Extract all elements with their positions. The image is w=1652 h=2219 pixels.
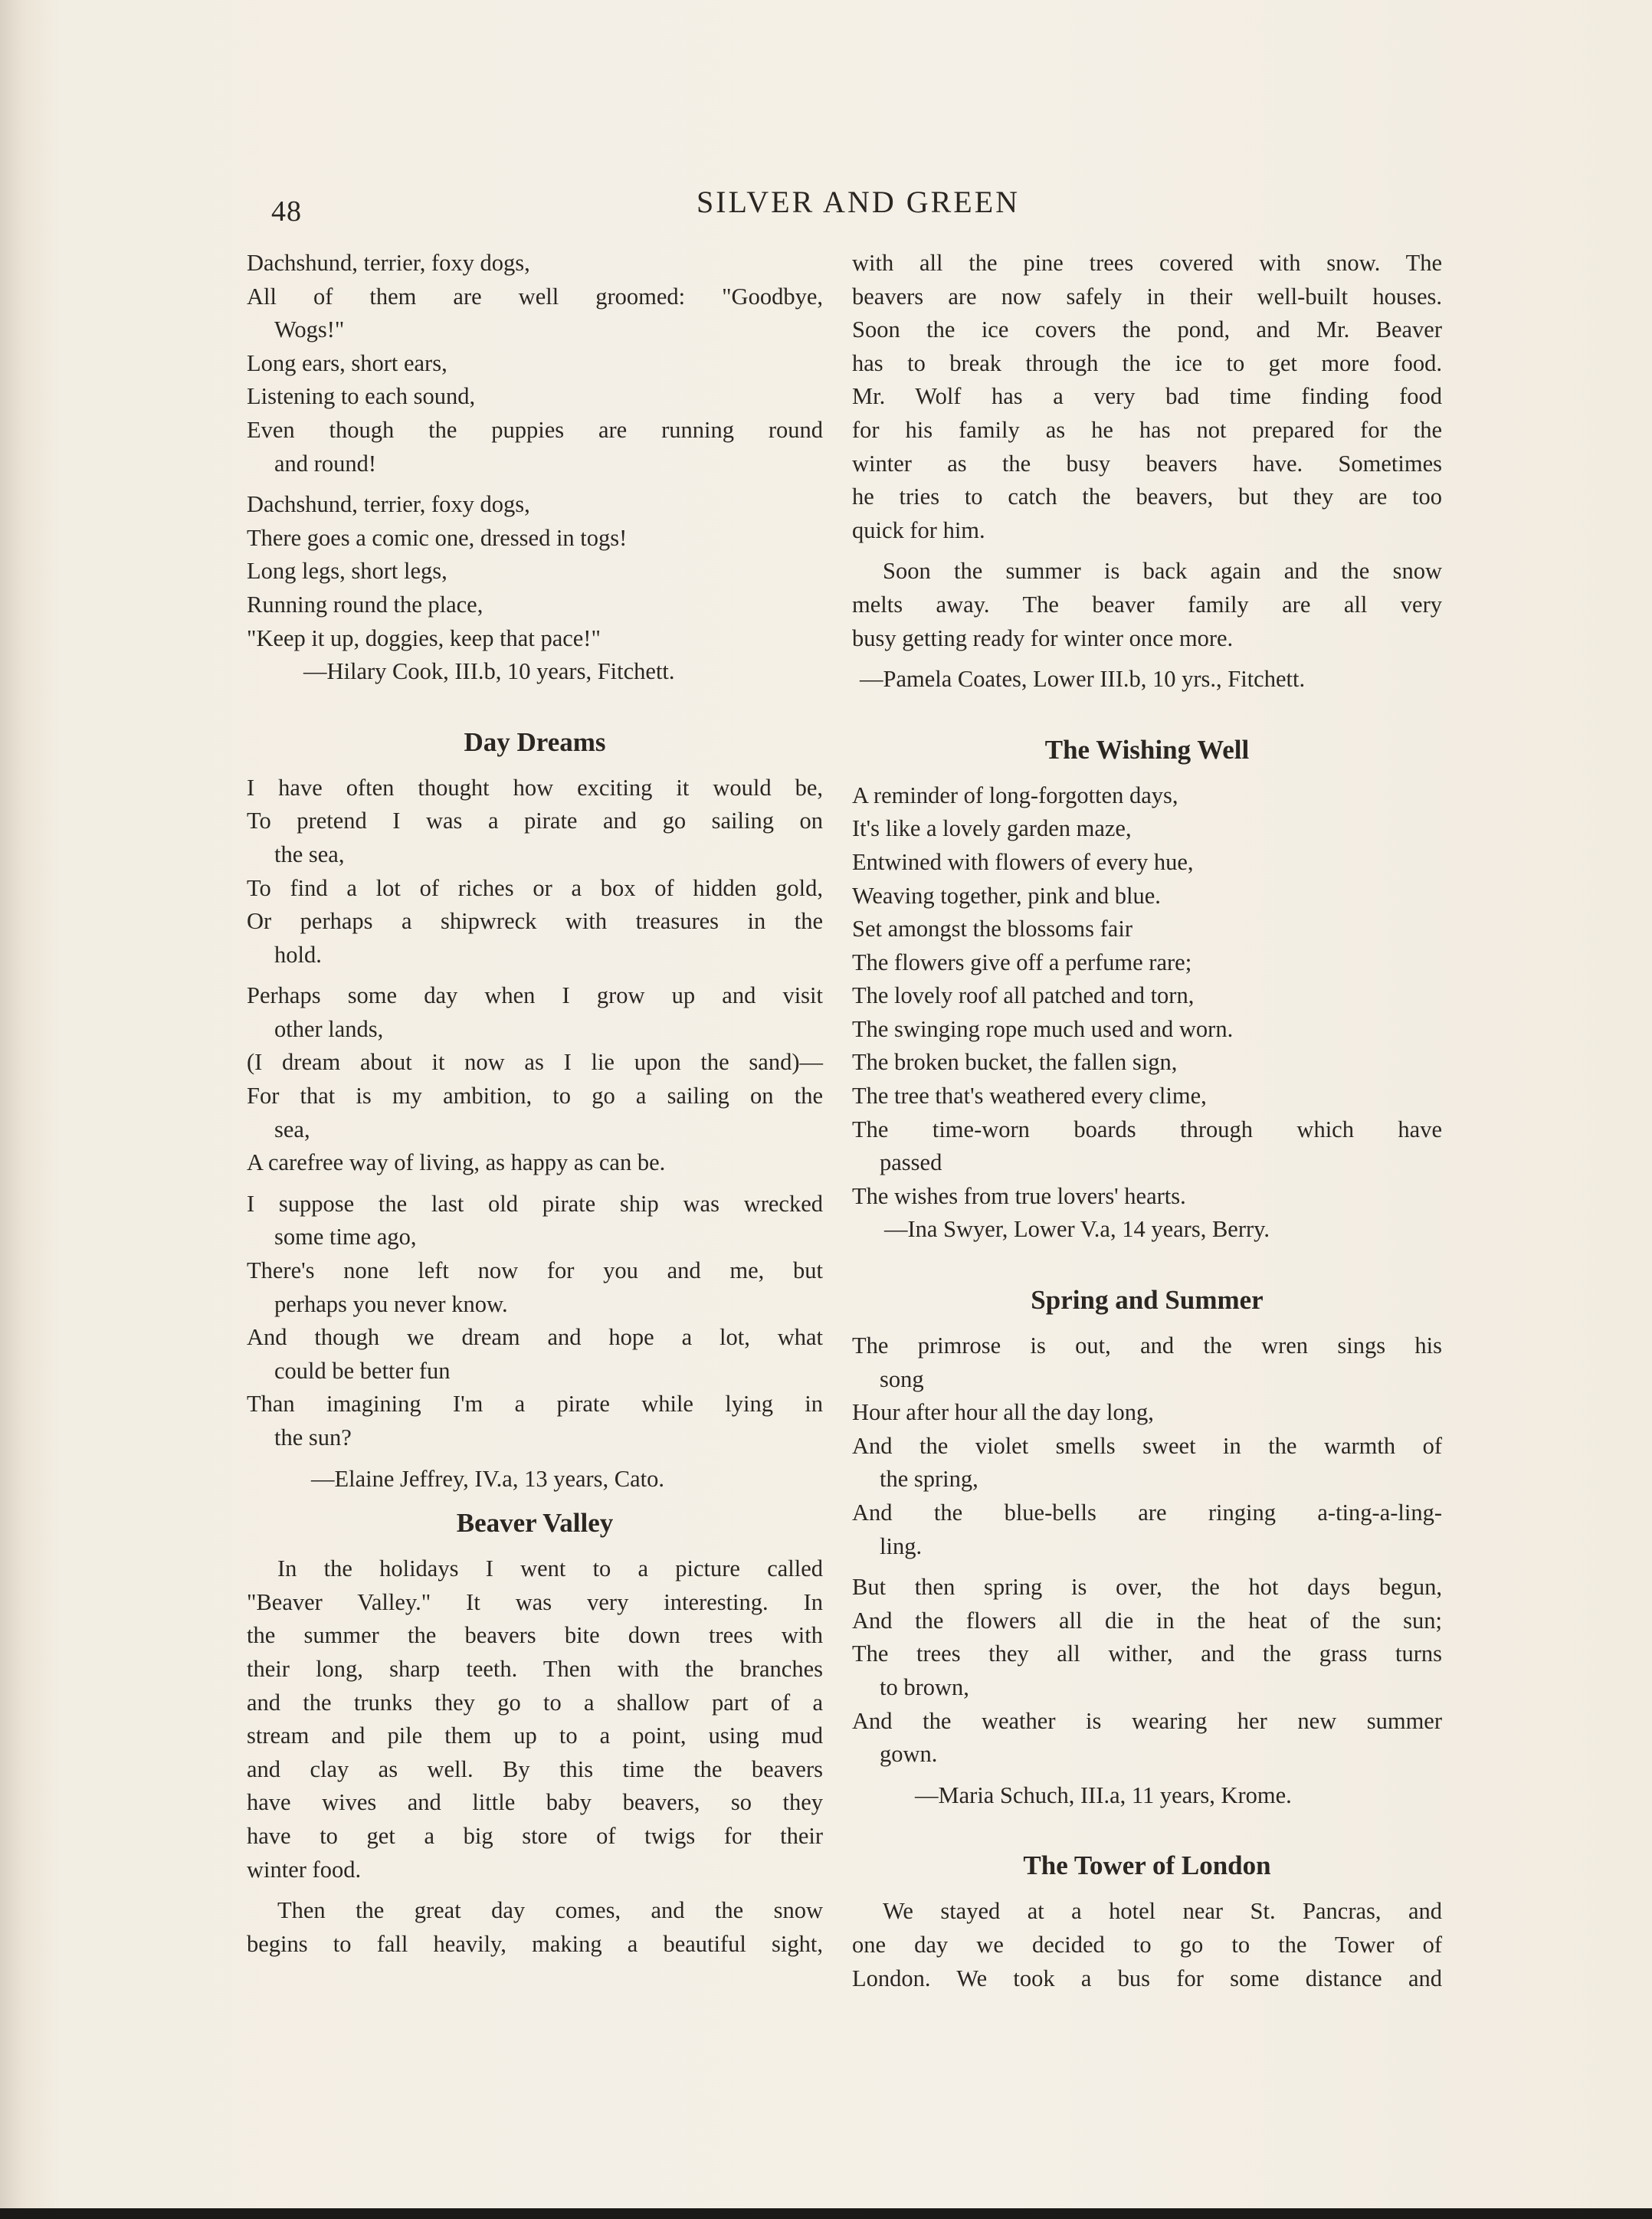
poem-line: And the blue-bells are ringing a-ting-a-ling- (852, 1500, 1442, 1526)
poem-line: It's like a lovely garden maze, (852, 815, 1132, 842)
poem-line: (I dream about it now as I lie upon the sand)— (247, 1049, 823, 1076)
poem-line: I have often thought how exciting it would be, (247, 774, 823, 801)
story-line: quick for him. (852, 516, 985, 543)
story-line: have wives and little baby beavers, so they (247, 1789, 823, 1816)
story-line: the summer the beavers bite down trees with (247, 1622, 823, 1649)
day-dreams-poem (247, 723, 823, 1496)
story-line: Soon the summer is back again and the snow (883, 558, 1442, 585)
poem-line: And the weather is wearing her new summer (852, 1707, 1442, 1734)
right-column (852, 247, 1442, 1995)
beaver-valley-story (247, 1503, 823, 1961)
tower-of-london-story (852, 1846, 1442, 1995)
page-number: 48 (271, 195, 302, 228)
poem-line: Perhaps some day when I grow up and visit (247, 982, 823, 1009)
poem-title: Day Dreams (464, 726, 606, 757)
poem-line: Weaving together, pink and blue. (852, 882, 1161, 909)
running-title: SILVER AND GREEN (696, 185, 1021, 219)
poem-line: And the flowers all die in the heat of the sun; (852, 1607, 1442, 1634)
story-line: melts away. The beaver family are all very (852, 591, 1442, 618)
poem-line: gown. (880, 1741, 938, 1768)
story-line: We stayed at a hotel near St. Pancras, and (883, 1898, 1442, 1925)
poem-line: The primrose is out, and the wren sings his (852, 1332, 1442, 1359)
poem-line: Even though the puppies are running round (247, 416, 823, 443)
poem-line: to brown, (880, 1673, 969, 1700)
poem-line: the spring, (880, 1466, 978, 1493)
poem-title: The Wishing Well (1044, 734, 1250, 765)
poem-line: Entwined with flowers of every hue, (852, 848, 1194, 875)
author-signature: —Pamela Coates, Lower III.b, 10 yrs., Fitchett. (860, 666, 1306, 693)
story-line: he tries to catch the beavers, but they are too (852, 483, 1442, 510)
poem-line: The lovely roof all patched and torn, (852, 982, 1195, 1009)
author-signature: —Hilary Cook, III.b, 10 years, Fitchett. (303, 658, 675, 685)
poem-line: To pretend I was a pirate and go sailing on (247, 808, 823, 834)
poem-line: some time ago, (274, 1224, 417, 1250)
poem-line: There goes a comic one, dressed in togs! (247, 524, 628, 551)
poem-line: and round! (274, 450, 376, 477)
poem-line: The swinging rope much used and worn. (852, 1015, 1234, 1042)
poem-line: Long ears, short ears, (247, 349, 447, 376)
poem-line: Set amongst the blossoms fair (852, 916, 1132, 942)
poem-line: hold. (274, 941, 322, 968)
dogs-poem (247, 247, 823, 689)
poem-line: other lands, (274, 1015, 384, 1042)
poem-line: I suppose the last old pirate ship was wrecked (247, 1190, 823, 1217)
poem-line: Dachshund, terrier, foxy dogs, (247, 491, 530, 518)
story-line: with all the pine trees covered with snow. The (852, 250, 1442, 276)
story-line: "Beaver Valley." It was very interesting. In (247, 1588, 823, 1615)
story-title: Beaver Valley (456, 1508, 614, 1539)
poem-line: could be better fun (274, 1357, 451, 1384)
story-line: winter as the busy beavers have. Sometimes (852, 450, 1442, 477)
poem-line: Long legs, short legs, (247, 558, 447, 585)
poem-line: The wishes from true lovers' hearts. (852, 1182, 1186, 1209)
story-line: Soon the ice covers the pond, and Mr. Beaver (852, 316, 1442, 343)
story-line: winter food. (247, 1856, 362, 1883)
author-signature: —Maria Schuch, III.a, 11 years, Krome. (915, 1781, 1292, 1808)
author-signature: —Elaine Jeffrey, IV.a, 13 years, Cato. (311, 1465, 665, 1492)
poem-line: To find a lot of riches or a box of hidden gold, (247, 874, 823, 901)
author-signature: —Ina Swyer, Lower V.a, 14 years, Berry. (884, 1216, 1270, 1243)
story-line: have to get a big store of twigs for their (247, 1822, 823, 1849)
poem-line: Or perhaps a shipwreck with treasures in the (247, 908, 823, 935)
poem-line: passed (880, 1149, 942, 1176)
story-line: and clay as well. By this time the beavers (247, 1755, 823, 1782)
story-line: begins to fall heavily, making a beautiful sight, (247, 1930, 823, 1957)
poem-line: Running round the place, (247, 591, 483, 618)
spring-summer-poem (852, 1280, 1442, 1812)
poem-line: But then spring is over, the hot days begun, (852, 1574, 1442, 1601)
poem-line: For that is my ambition, to go a sailing on the (247, 1083, 823, 1110)
story-line: stream and pile them up to a point, using mud (247, 1722, 823, 1749)
poem-line: ling. (880, 1532, 923, 1559)
story-line: and the trunks they go to a shallow part of a (247, 1689, 823, 1716)
poem-line: There's none left now for you and me, but (247, 1257, 823, 1284)
poem-line: The trees they all wither, and the grass turns (852, 1640, 1442, 1667)
page-bottom-edge (0, 2208, 1652, 2219)
poem-line: Wogs!" (274, 316, 345, 343)
poem-line: perhaps you never know. (274, 1290, 508, 1317)
beaver-valley-continued (852, 247, 1442, 697)
story-line: Mr. Wolf has a very bad time finding food (852, 383, 1442, 410)
poem-line: All of them are well groomed: "Goodbye, (247, 283, 823, 310)
poem-line: sea, (274, 1116, 310, 1142)
story-line: beavers are now safely in their well-built houses. (852, 283, 1442, 310)
poem-line: Listening to each sound, (247, 383, 476, 410)
left-column (247, 247, 823, 1961)
poem-line: Than imagining I'm a pirate while lying in (247, 1391, 823, 1418)
story-line: London. We took a bus for some distance and (852, 1965, 1442, 1991)
poem-line: A reminder of long-forgotten days, (852, 782, 1178, 808)
story-line: for his family as he has not prepared for the (852, 416, 1442, 443)
poem-line: The broken bucket, the fallen sign, (852, 1049, 1178, 1076)
poem-line: A carefree way of living, as happy as can be. (247, 1149, 666, 1176)
story-line: In the holidays I went to a picture called (277, 1555, 823, 1582)
poem-line: song (880, 1365, 924, 1392)
poem-line: The tree that's weathered every clime, (852, 1083, 1207, 1110)
poem-line: Hour after hour all the day long, (852, 1399, 1154, 1426)
story-line: Then the great day comes, and the snow (277, 1897, 823, 1924)
story-line: one day we decided to go to the Tower of (852, 1931, 1442, 1958)
story-title: The Tower of London (1023, 1850, 1271, 1881)
poem-line: Dachshund, terrier, foxy dogs, (247, 250, 530, 276)
story-line: their long, sharp teeth. Then with the branches (247, 1655, 823, 1682)
poem-line: And though we dream and hope a lot, what (247, 1324, 823, 1351)
poem-line: the sun? (274, 1424, 352, 1450)
poem-line: the sea, (274, 841, 345, 867)
wishing-well-poem (852, 730, 1442, 1247)
poem-line: The time-worn boards through which have (852, 1116, 1442, 1142)
poem-line: And the violet smells sweet in the warmth of (852, 1432, 1442, 1459)
story-line: has to break through the ice to get more food. (852, 349, 1442, 376)
poem-line: "Keep it up, doggies, keep that pace!" (247, 624, 601, 651)
story-line: busy getting ready for winter once more. (852, 624, 1234, 651)
poem-line: The flowers give off a perfume rare; (852, 949, 1192, 975)
page-header (261, 181, 1456, 234)
poem-title: Spring and Summer (1031, 1285, 1264, 1316)
